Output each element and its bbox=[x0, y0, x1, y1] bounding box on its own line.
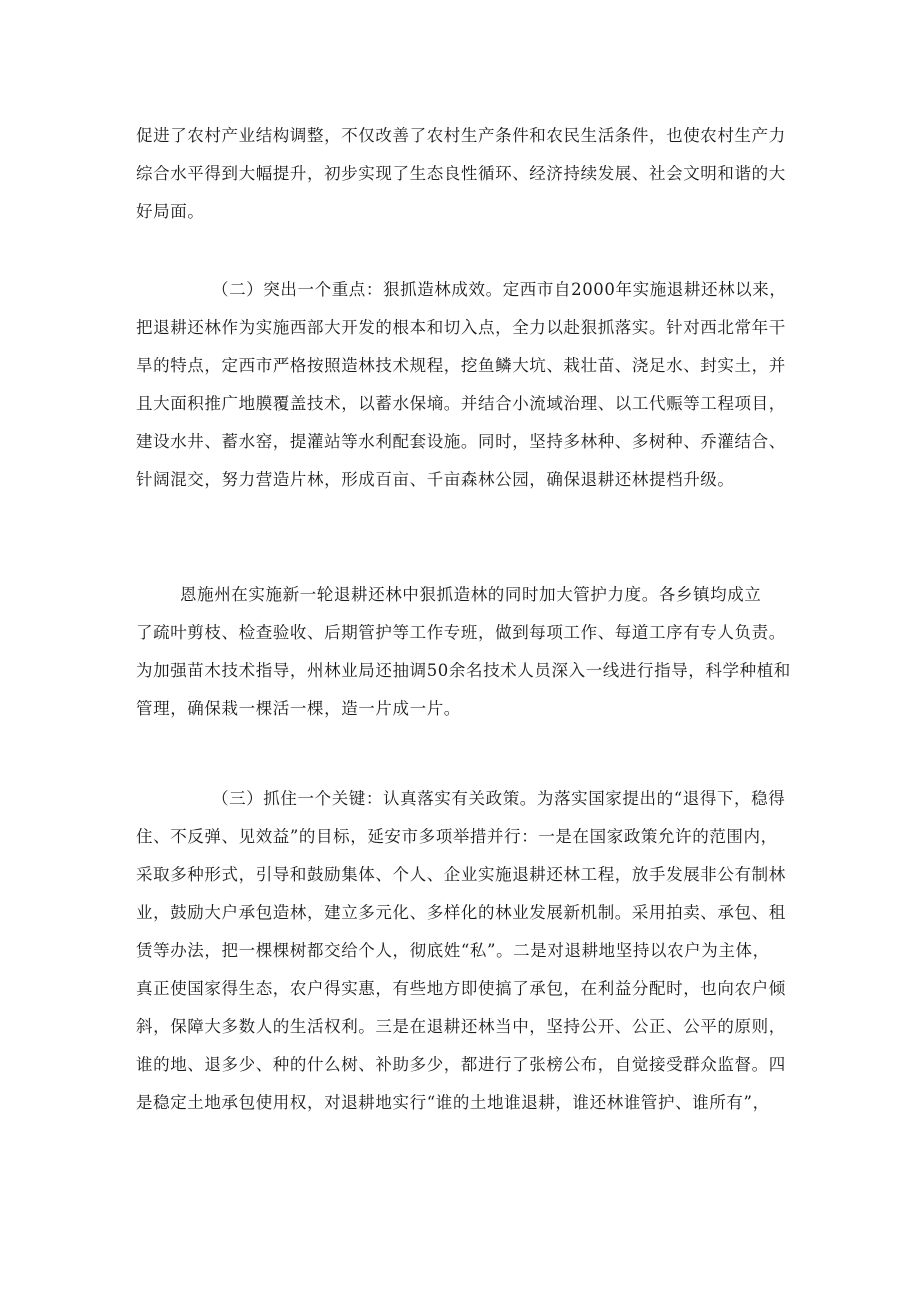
paragraph-line: 业，鼓励大户承包造林，建立多元化、多样化的林业发展新机制。采用拍卖、承包、租 bbox=[136, 903, 786, 922]
paragraph-line: 为加强苗木技术指导，州林业局还抽调50余名技术人员深入一线进行指导，科学种植和 bbox=[136, 661, 791, 680]
paragraph-section-three bbox=[136, 780, 796, 1122]
paragraph-line: 促进了农村产业结构调整，不仅改善了农村生产条件和农民生活条件，也使农村生产力 bbox=[136, 126, 786, 145]
paragraph-line: 采取多种形式，引导和鼓励集体、个人、企业实施退耕还林工程，放手发展非公有制林 bbox=[136, 865, 786, 884]
paragraph-line: 斜，保障大多数人的生活权利。三是在退耕还林当中，坚持公开、公正、公平的原则， bbox=[136, 1017, 786, 1036]
paragraph-line: 真正使国家得生态，农户得实惠，有些地方即使搞了承包，在利益分配时，也向农户倾 bbox=[136, 979, 786, 998]
paragraph-line: 把退耕还林作为实施西部大开发的根本和切入点，全力以赴狠抓落实。针对西北常年干 bbox=[136, 318, 786, 337]
paragraph-line: 管理，确保栽一棵活一棵，造一片成一片。 bbox=[136, 699, 461, 718]
paragraph-line: （二）突出一个重点：狠抓造林成效。定西市自2000年实施退耕还林以来， bbox=[212, 280, 787, 299]
paragraph-line: 赁等办法，把一棵棵树都交给个人，彻底姓“私”。二是对退耕地坚持以农户为主体， bbox=[136, 941, 770, 960]
paragraph-line: 且大面积推广地膜覆盖技术，以蓄水保墒。并结合小流域治理、以工代赈等工程项目， bbox=[136, 394, 786, 413]
paragraph-line: 旱的特点，定西市严格按照造林技术规程，挖鱼鳞大坑、栽壮苗、浇足水、封实土，并 bbox=[136, 356, 786, 375]
paragraph-line: （三）抓住一个关键：认真落实有关政策。为落实国家提出的“退得下，稳得 bbox=[212, 789, 786, 808]
paragraph-line: 恩施州在实施新一轮退耕还林中狠抓造林的同时加大管护力度。各乡镇均成立 bbox=[180, 585, 762, 604]
paragraph-continuation bbox=[136, 117, 796, 231]
paragraph-line: 住、不反弹、见效益”的目标，延安市多项举措并行：一是在国家政策允许的范围内， bbox=[136, 827, 778, 846]
paragraph-line: 建设水井、蓄水窑，提灌站等水利配套设施。同时，坚持多林种、多树种、乔灌结合、 bbox=[136, 432, 786, 451]
paragraph-line: 针阔混交，努力营造片林，形成百亩、千亩森林公园，确保退耕还林提档升级。 bbox=[136, 470, 735, 489]
paragraph-line: 谁的地、退多少、种的什么树、补助多少，都进行了张榜公布，自觉接受群众监督。四 bbox=[136, 1055, 786, 1074]
paragraph-section-two bbox=[136, 271, 796, 499]
paragraph-line: 是稳定土地承包使用权，对退耕地实行“谁的土地谁退耕，谁还林谁管护、谁所有”， bbox=[136, 1093, 770, 1112]
paragraph-enshi bbox=[136, 576, 796, 728]
paragraph-line: 综合水平得到大幅提升，初步实现了生态良性循环、经济持续发展、社会文明和谐的大 bbox=[136, 164, 786, 183]
paragraph-line: 了疏叶剪枝、检查验收、后期管护等工作专班，做到每项工作、每道工序有专人负责。 bbox=[136, 623, 786, 642]
paragraph-line: 好局面。 bbox=[136, 202, 205, 221]
